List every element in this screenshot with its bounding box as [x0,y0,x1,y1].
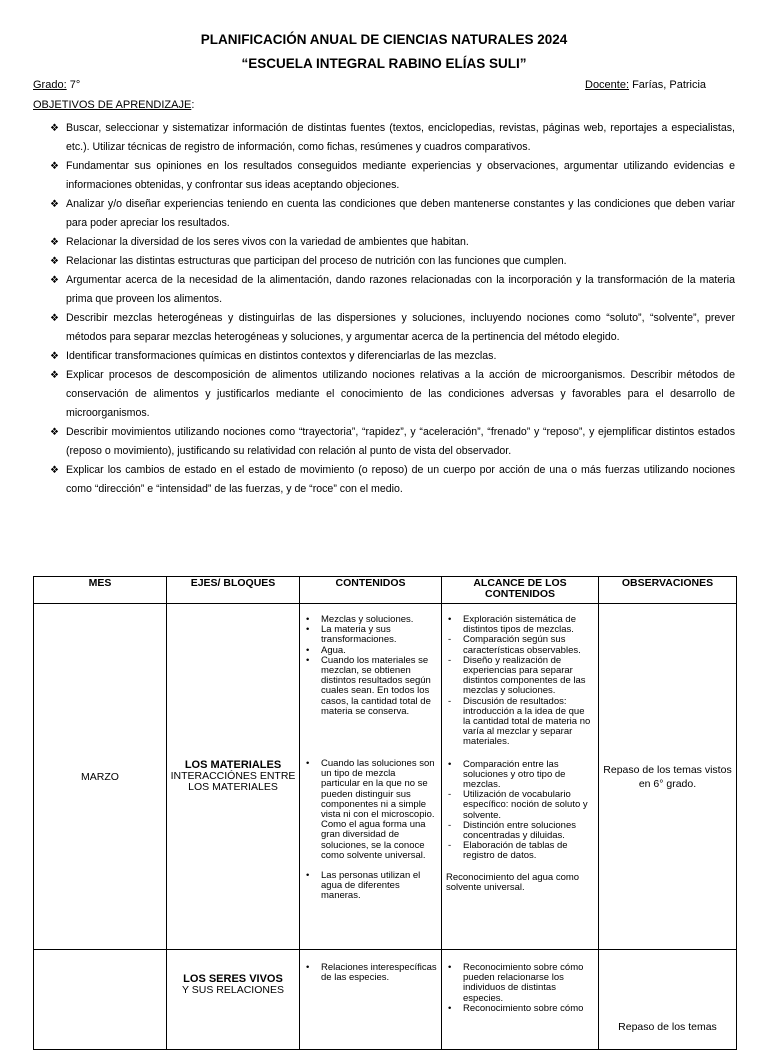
list-item: - Comparación según sus características observables. [448,634,581,656]
diamond-bullet-icon: ❖ [50,465,59,476]
bullet-icon: - [448,634,452,646]
table-row [34,950,737,1050]
row1-alcance [442,604,599,950]
row2-eje-subtitle: Y SUS RELACIONES [182,984,284,996]
row2-contenidos [300,950,442,1050]
list-item: - Diseño y realización de experiencias para separar distintos componentes de las mezclas y soluciones. [448,654,586,697]
objective-item: ❖ Fundamentar sus opiniones en los resultados conseguidos mediante experiencias y observaciones, argumentar utilizando evidencias e informaciones obtenidas, y confrontar sus ideas aceptando objeciones. [50,157,735,195]
row1-alcance-list-a [442,615,598,748]
diamond-bullet-icon: ❖ [50,427,59,438]
docente-value: Farías, Patricia [629,79,707,91]
list-item: • Cuando las soluciones son un tipo de mezcla particular en la que no se pueden distinguir sus componentes ni a simple vista ni con el microscopio. Como el agua forma una gran diversidad de soluciones, se la conoce como solvente universal. [306,758,435,861]
objective-item: ❖ Analizar y/o diseñar experiencias teniendo en cuenta las condiciones que deben mantenerse constantes y las condiciones que deben variar para poder apreciar los resultados. [50,195,735,233]
objective-item: ❖ Argumentar acerca de la necesidad de la alimentación, dando razones relacionadas con la incorporación y la transformación de la materia prima que proveen los alimentos. [50,271,735,309]
list-item: • Relaciones interespecíficas de las especies. [306,962,437,984]
objective-item: ❖ Identificar transformaciones químicas en distintos contextos y diferenciarlas de las mezclas. [50,347,735,366]
header-alcance: ALCANCE DE LOS CONTENIDOS [442,577,599,604]
table-header-row [34,577,737,604]
list-item: • La materia y sus transformaciones. [306,624,397,646]
diamond-bullet-icon: ❖ [50,351,59,362]
diamond-bullet-icon: ❖ [50,256,59,267]
bullet-icon: • [448,758,452,770]
list-item: • Reconocimiento sobre cómo [448,1002,584,1014]
row1-contenidos-list-a [300,615,441,717]
bullet-icon: • [448,1002,452,1014]
objective-item: ❖ Relacionar la diversidad de los seres vivos con la variedad de ambientes que habitan. [50,233,735,252]
objective-item: ❖ Describir mezclas heterogéneas y distinguirlas de las dispersiones y soluciones, incluyendo nociones como “soluto”, “solvente”, prever métodos para separar mezclas heterogéneas y soluciones, y argumentar acerca de la pertinencia del método elegido. [50,309,735,347]
diamond-bullet-icon: ❖ [50,161,59,172]
bullet-icon: • [306,614,310,625]
list-item: - Distinción entre soluciones concentradas y diluidas. [448,819,577,842]
bullet-icon: - [448,819,452,831]
row2-observaciones: Repaso de los temas [599,950,737,1050]
bullet-icon: • [306,758,310,770]
objective-item: ❖ Buscar, seleccionar y sistematizar información de distintas fuentes (textos, enciclopedias, revistas, páginas web, reportajes a especialistas, etc.). Utilizar técnicas de registro de información, como fichas, resúmenes y cuadros comparativos. [50,119,735,157]
list-item: • Exploración sistemática de distintos tipos de mezclas. [448,614,576,636]
objectives-heading: OBJETIVOS DE APRENDIZAJE: [33,99,195,111]
row1-observaciones: Repaso de los temas vistos en 6° grado. [599,604,737,950]
objective-item: ❖ Explicar procesos de descomposición de alimentos utilizando nociones relativas a la acción de microorganismos. Describir métodos de conservación de alimentos y justificarlos mediante el conocimiento de las condiciones adversas y favorables para el desarrollo de microorganismos. [50,366,735,423]
diamond-bullet-icon: ❖ [50,370,59,381]
row1-eje-title: LOS MATERIALES [184,759,282,771]
list-item: - Utilización de vocabulario específico: noción de soluto y solvente. [448,789,588,821]
docente-label: Docente: [585,79,630,91]
list-item: • Cuando los materiales se mezclan, se obtienen distintos resultados según cuales sean. En todos los casos, la cantidad total de materia se conserva. [306,654,431,717]
bullet-icon: • [306,870,310,882]
bullet-icon: • [306,624,310,636]
diamond-bullet-icon: ❖ [50,313,59,324]
grado-label: Grado: [33,79,67,91]
row1-contenidos [300,604,442,950]
list-item: • Las personas utilizan el agua de diferentes maneras. [306,870,421,902]
bullet-icon: • [306,962,310,973]
bullet-icon: - [448,840,452,852]
row1-contenidos-list-c [300,871,441,902]
row2-eje-title: LOS SERES VIVOS [183,973,283,985]
row2-mes [34,950,167,1050]
row1-mes: MARZO [34,604,167,950]
table-row [34,604,737,950]
header-ejes: EJES/ BLOQUES [167,577,300,604]
objective-item: ❖ Explicar los cambios de estado en el estado de movimiento (o reposo) de un cuerpo por acción de una o más fuerzas utilizando nociones como “dirección” e “intensidad” de las fuerzas, y de “roce” con el medio. [50,461,735,499]
planning-table [33,576,737,1050]
diamond-bullet-icon: ❖ [50,237,59,248]
header-observaciones: OBSERVACIONES [599,577,737,604]
bullet-icon: - [448,789,452,801]
bullet-icon: • [448,962,452,973]
list-item: - Discusión de resultados: introducción a la idea de que la cantidad total de materia no varía al mezclar y separar materiales. [448,695,591,748]
objective-item: ❖ Relacionar las distintas estructuras que participan del proceso de nutrición con las funciones que cumplen. [50,252,735,271]
bullet-icon: - [448,695,452,707]
header-mes: MES [34,577,167,604]
list-item: - Elaboración de tablas de registro de datos. [448,840,568,862]
row2-alcance-list [442,963,598,1014]
row1-contenidos-list-b [300,759,441,861]
bullet-icon: • [448,614,452,625]
row2-contenidos-list [300,963,441,983]
list-item: • Agua. [306,644,346,656]
diamond-bullet-icon: ❖ [50,199,59,210]
row1-alcance-note: Reconocimiento del agua como solvente universal. [446,871,580,893]
row1-eje [167,604,300,950]
bullet-icon: - [448,654,452,666]
grado-line [33,79,80,91]
grado-value: 7° [66,79,81,91]
row2-alcance [442,950,599,1050]
objective-item: ❖ Describir movimientos utilizando nociones como “trayectoria”, “rapidez”, y “aceleración”, “frenado” y “reposo”, y ejemplificar distintos estados (reposo o movimiento), justificando su relatividad con relación al punto de vista del observador. [50,423,735,461]
school-name: “ESCUELA INTEGRAL RABINO ELÍAS SULI” [241,56,527,71]
diamond-bullet-icon: ❖ [50,123,59,134]
row1-eje-subtitle: INTERACCIÓNES ENTRE LOS MATERIALES [170,770,296,793]
bullet-icon: • [306,654,310,666]
list-item: • Mezclas y soluciones. [306,614,414,625]
header-contenidos: CONTENIDOS [300,577,442,604]
row2-eje [167,950,300,1050]
document-title: PLANIFICACIÓN ANUAL DE CIENCIAS NATURALES 2024 [200,32,568,47]
diamond-bullet-icon: ❖ [50,275,59,286]
docente-line [585,79,706,91]
bullet-icon: • [306,644,310,656]
list-item: • Comparación entre las soluciones y otro tipo de mezclas. [448,758,566,791]
row1-alcance-list-b [442,760,598,862]
list-item: • Reconocimiento sobre cómo pueden relacionarse los individuos de distintas especies. [448,962,584,1004]
objectives-list [50,119,735,499]
